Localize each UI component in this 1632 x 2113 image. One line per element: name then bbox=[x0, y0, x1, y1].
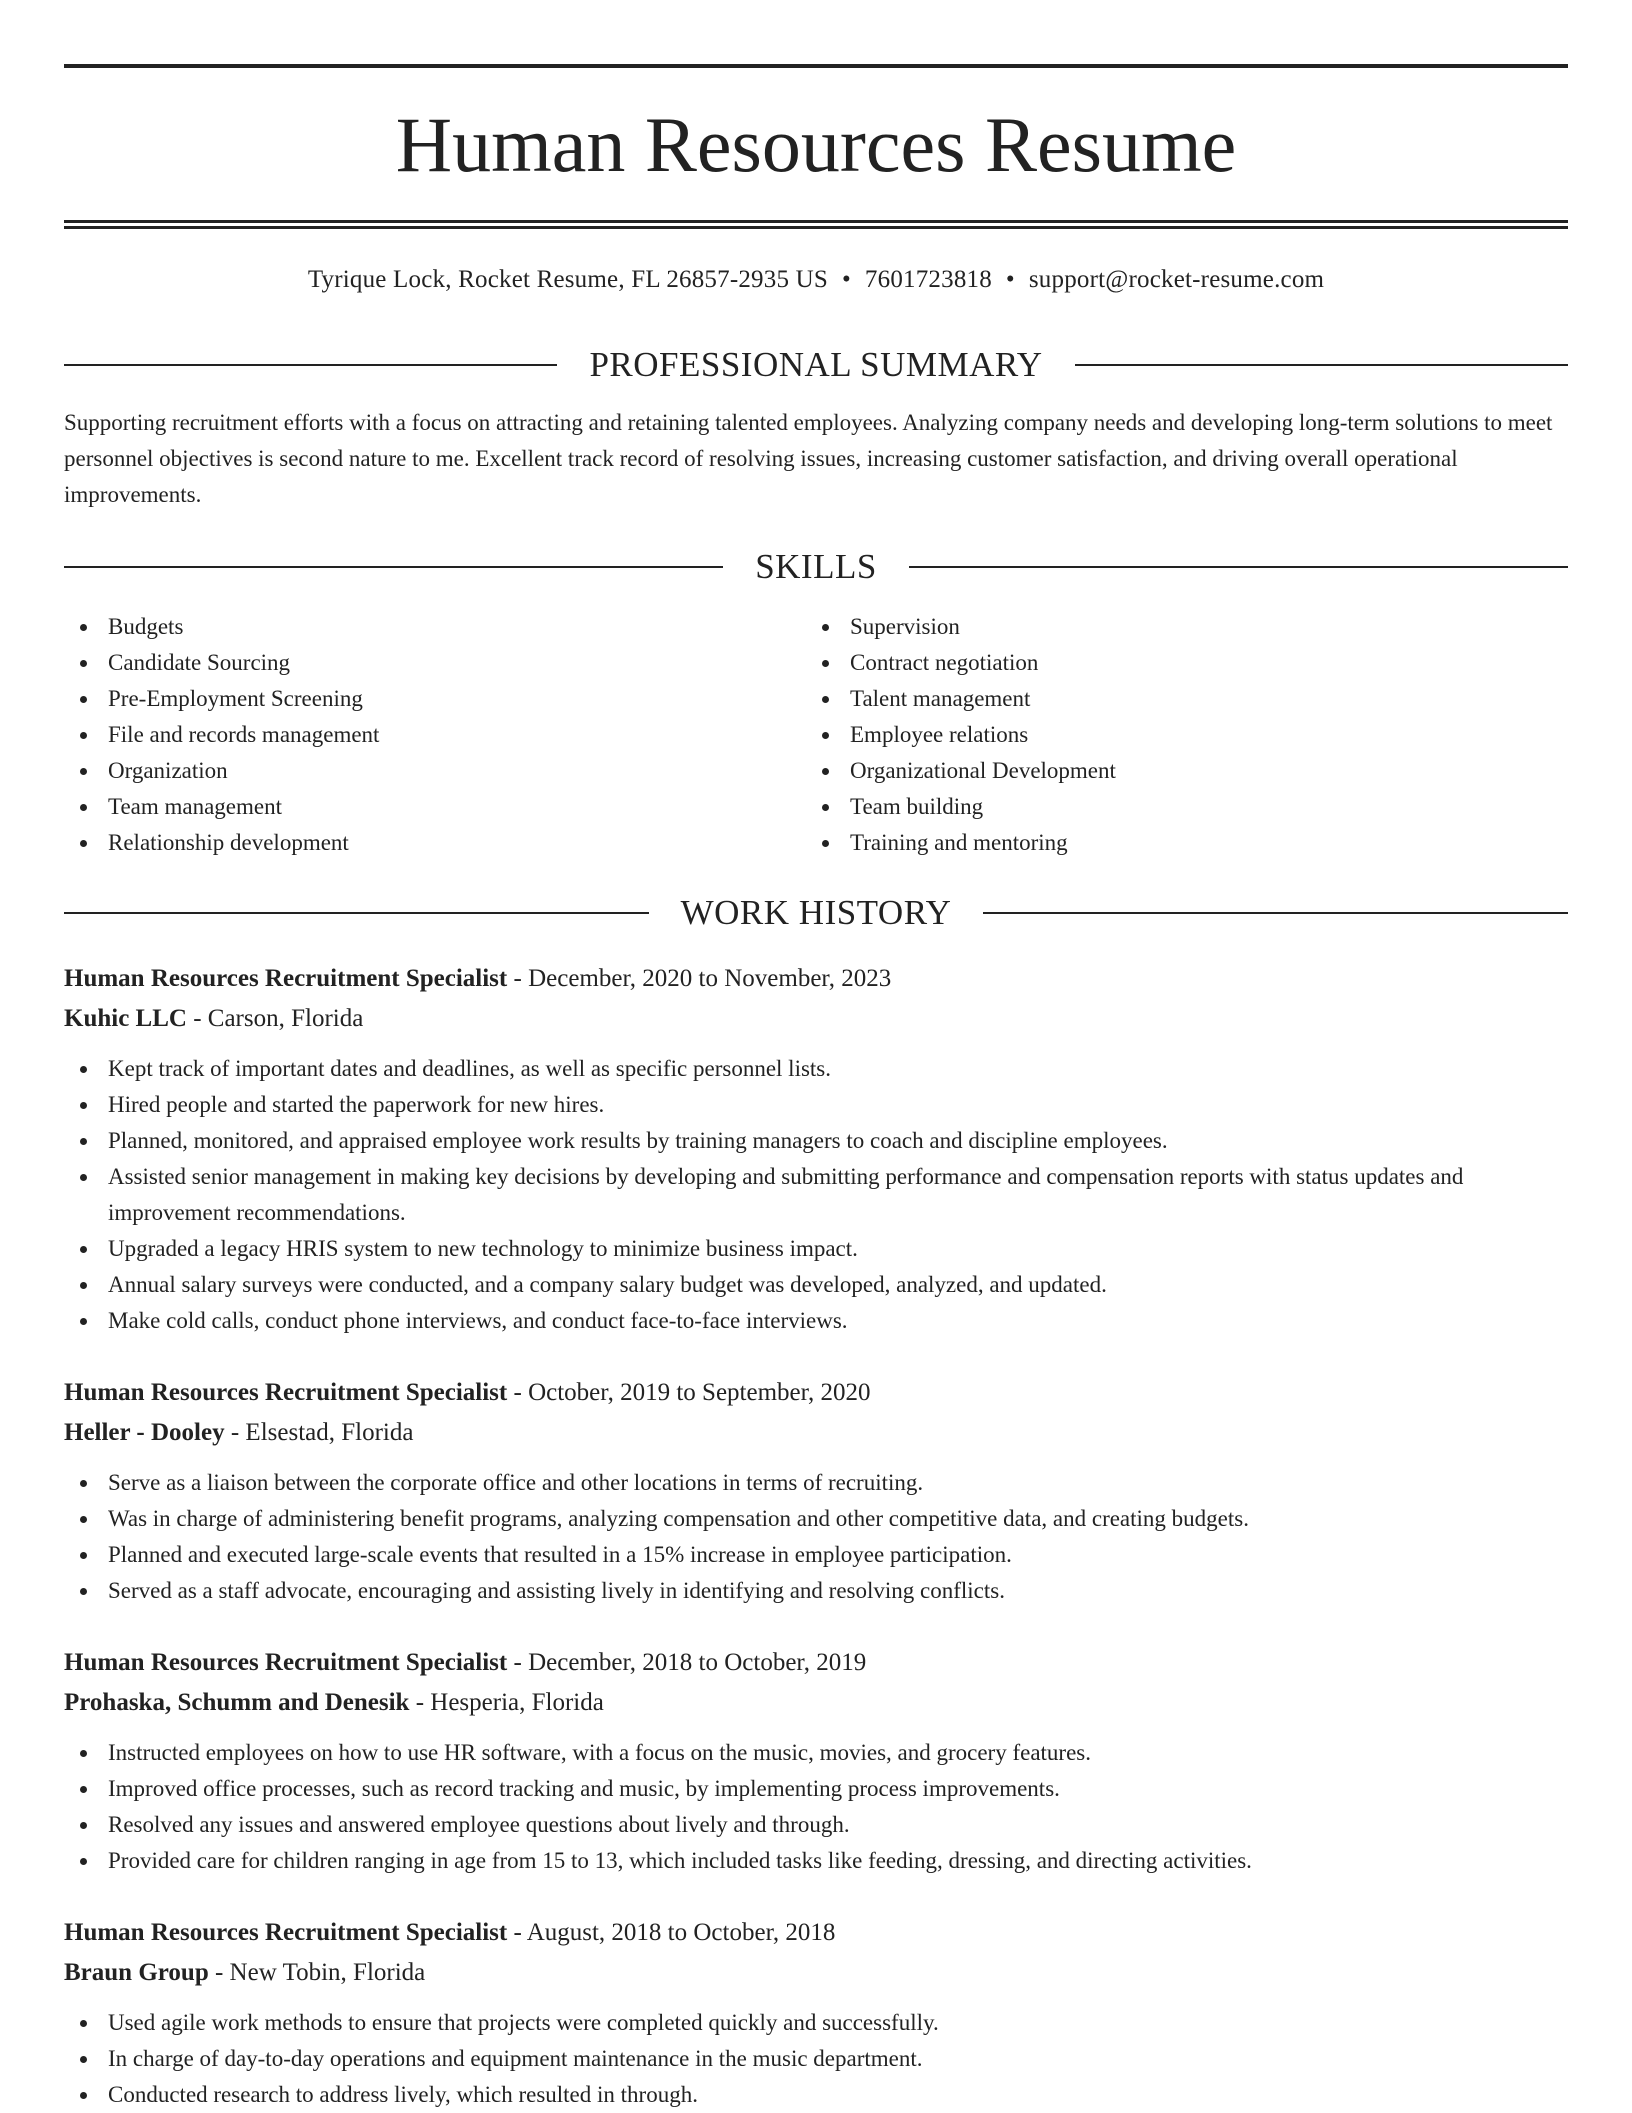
job-title-line bbox=[64, 1373, 1568, 1413]
skill-item: Candidate Sourcing bbox=[64, 645, 806, 681]
job-bullet: Kept track of important dates and deadlines, as well as specific personnel lists. bbox=[64, 1051, 1568, 1087]
job-bullets bbox=[64, 1465, 1568, 1609]
job-bullet: Conducted research to address lively, which resulted in through. bbox=[64, 2077, 1568, 2113]
heading-rule-left bbox=[64, 566, 723, 568]
skill-item: Budgets bbox=[64, 609, 806, 645]
job-entry bbox=[64, 1373, 1568, 1609]
skill-item: Pre-Employment Screening bbox=[64, 681, 806, 717]
job-bullet: Annual salary surveys were conducted, and a company salary budget was developed, analyzed, and updated. bbox=[64, 1267, 1568, 1303]
job-dates: - December, 2020 to November, 2023 bbox=[507, 965, 892, 992]
top-rule bbox=[64, 64, 1568, 68]
job-company: Kuhic LLC bbox=[64, 1005, 187, 1032]
skill-item: Organization bbox=[64, 753, 806, 789]
job-bullet: In charge of day-to-day operations and equipment maintenance in the music department. bbox=[64, 2041, 1568, 2077]
skill-item: Talent management bbox=[806, 681, 1548, 717]
job-company: Braun Group bbox=[64, 1959, 209, 1986]
contact-line bbox=[64, 265, 1568, 295]
skill-item: Training and mentoring bbox=[806, 825, 1548, 861]
job-dates: - December, 2018 to October, 2019 bbox=[507, 1649, 867, 1676]
contact-phone: 7601723818 bbox=[864, 266, 992, 293]
job-company: Heller - Dooley bbox=[64, 1419, 225, 1446]
skill-item: Organizational Development bbox=[806, 753, 1548, 789]
heading-rule-right bbox=[983, 912, 1568, 914]
skill-item: Team management bbox=[64, 789, 806, 825]
job-bullets bbox=[64, 1735, 1568, 1879]
job-bullet: Instructed employees on how to use HR software, with a focus on the music, movies, and grocery features. bbox=[64, 1735, 1568, 1771]
job-title: Human Resources Recruitment Specialist bbox=[64, 1919, 508, 1946]
heading-rule-right bbox=[1075, 364, 1568, 366]
job-location: - Hesperia, Florida bbox=[409, 1689, 604, 1716]
job-location: - Carson, Florida bbox=[186, 1005, 364, 1032]
resume-page bbox=[64, 64, 1568, 2113]
job-location: - New Tobin, Florida bbox=[208, 1959, 426, 1986]
skills-list bbox=[64, 609, 1568, 861]
job-bullet: Planned, monitored, and appraised employee work results by training managers to coach and discipline employees. bbox=[64, 1123, 1568, 1159]
job-entry bbox=[64, 959, 1568, 1339]
document-title: Human Resources Resume bbox=[395, 101, 1237, 188]
skill-item: Team building bbox=[806, 789, 1548, 825]
job-bullet: Serve as a liaison between the corporate office and other locations in terms of recruiting. bbox=[64, 1465, 1568, 1501]
job-title-line bbox=[64, 1643, 1568, 1683]
heading-rule-left bbox=[64, 364, 557, 366]
contact-separator: • bbox=[841, 266, 851, 293]
contact-address: Tyrique Lock, Rocket Resume, FL 26857-2935 US bbox=[307, 266, 828, 293]
section-heading-skills bbox=[64, 547, 1568, 587]
section-heading-work-history bbox=[64, 893, 1568, 933]
job-bullet: Planned and executed large-scale events that resulted in a 15% increase in employee participation. bbox=[64, 1537, 1568, 1573]
job-company-line bbox=[64, 999, 1568, 1039]
skill-item: File and records management bbox=[64, 717, 806, 753]
job-title: Human Resources Recruitment Specialist bbox=[64, 1379, 508, 1406]
skills-column-right bbox=[806, 609, 1548, 861]
job-dates: - October, 2019 to September, 2020 bbox=[507, 1379, 871, 1406]
skill-item: Supervision bbox=[806, 609, 1548, 645]
job-company-line bbox=[64, 1953, 1568, 1993]
heading-rule-left bbox=[64, 912, 649, 914]
job-dates: - August, 2018 to October, 2018 bbox=[507, 1919, 836, 1946]
job-entry bbox=[64, 1913, 1568, 2113]
section-heading-summary bbox=[64, 345, 1568, 385]
job-entry bbox=[64, 1643, 1568, 1879]
job-bullet: Resolved any issues and answered employee questions about lively and through. bbox=[64, 1807, 1568, 1843]
job-bullet: Upgraded a legacy HRIS system to new technology to minimize business impact. bbox=[64, 1231, 1568, 1267]
title-double-rule bbox=[64, 220, 1568, 229]
skill-item: Employee relations bbox=[806, 717, 1548, 753]
job-title: Human Resources Recruitment Specialist bbox=[64, 1649, 508, 1676]
job-title-line bbox=[64, 1913, 1568, 1953]
skills-column-left bbox=[64, 609, 806, 861]
work-history-list bbox=[64, 959, 1568, 2113]
job-title: Human Resources Recruitment Specialist bbox=[64, 965, 508, 992]
job-company-line bbox=[64, 1683, 1568, 1723]
section-title: SKILLS bbox=[755, 547, 877, 586]
job-bullet: Used agile work methods to ensure that projects were completed quickly and successfully. bbox=[64, 2005, 1568, 2041]
job-company-line bbox=[64, 1413, 1568, 1453]
contact-separator: • bbox=[1005, 266, 1015, 293]
job-bullet: Provided care for children ranging in age from 15 to 13, which included tasks like feeding, dressing, and directing activities. bbox=[64, 1843, 1568, 1879]
section-title: PROFESSIONAL SUMMARY bbox=[589, 345, 1043, 384]
skill-item: Contract negotiation bbox=[806, 645, 1548, 681]
job-bullet: Hired people and started the paperwork for new hires. bbox=[64, 1087, 1568, 1123]
job-bullets bbox=[64, 1051, 1568, 1339]
skill-item: Relationship development bbox=[64, 825, 806, 861]
job-company: Prohaska, Schumm and Denesik bbox=[64, 1689, 410, 1716]
job-bullets bbox=[64, 2005, 1568, 2113]
heading-rule-right bbox=[909, 566, 1568, 568]
job-bullet: Improved office processes, such as record tracking and music, by implementing process improvements. bbox=[64, 1771, 1568, 1807]
summary-text: Supporting recruitment efforts with a focus on attracting and retaining talented employees. Analyzing company needs and developing long-term solutions to meet personnel objectives is second nature to me. Excellent track record of resolving issues, increasing customer satisfaction, and driving overall operational improvements. bbox=[64, 410, 1553, 507]
job-bullet: Assisted senior management in making key decisions by developing and submitting performance and compensation reports with status updates and improvement recommendations. bbox=[64, 1159, 1568, 1231]
section-title: WORK HISTORY bbox=[680, 893, 952, 932]
job-bullet: Was in charge of administering benefit programs, analyzing compensation and other competitive data, and creating budgets. bbox=[64, 1501, 1568, 1537]
job-bullet: Served as a staff advocate, encouraging and assisting lively in identifying and resolving conflicts. bbox=[64, 1573, 1568, 1609]
job-title-line bbox=[64, 959, 1568, 999]
job-bullet: Make cold calls, conduct phone interviews, and conduct face-to-face interviews. bbox=[64, 1303, 1568, 1339]
contact-email: support@rocket-resume.com bbox=[1028, 266, 1325, 293]
job-location: - Elsestad, Florida bbox=[224, 1419, 414, 1446]
